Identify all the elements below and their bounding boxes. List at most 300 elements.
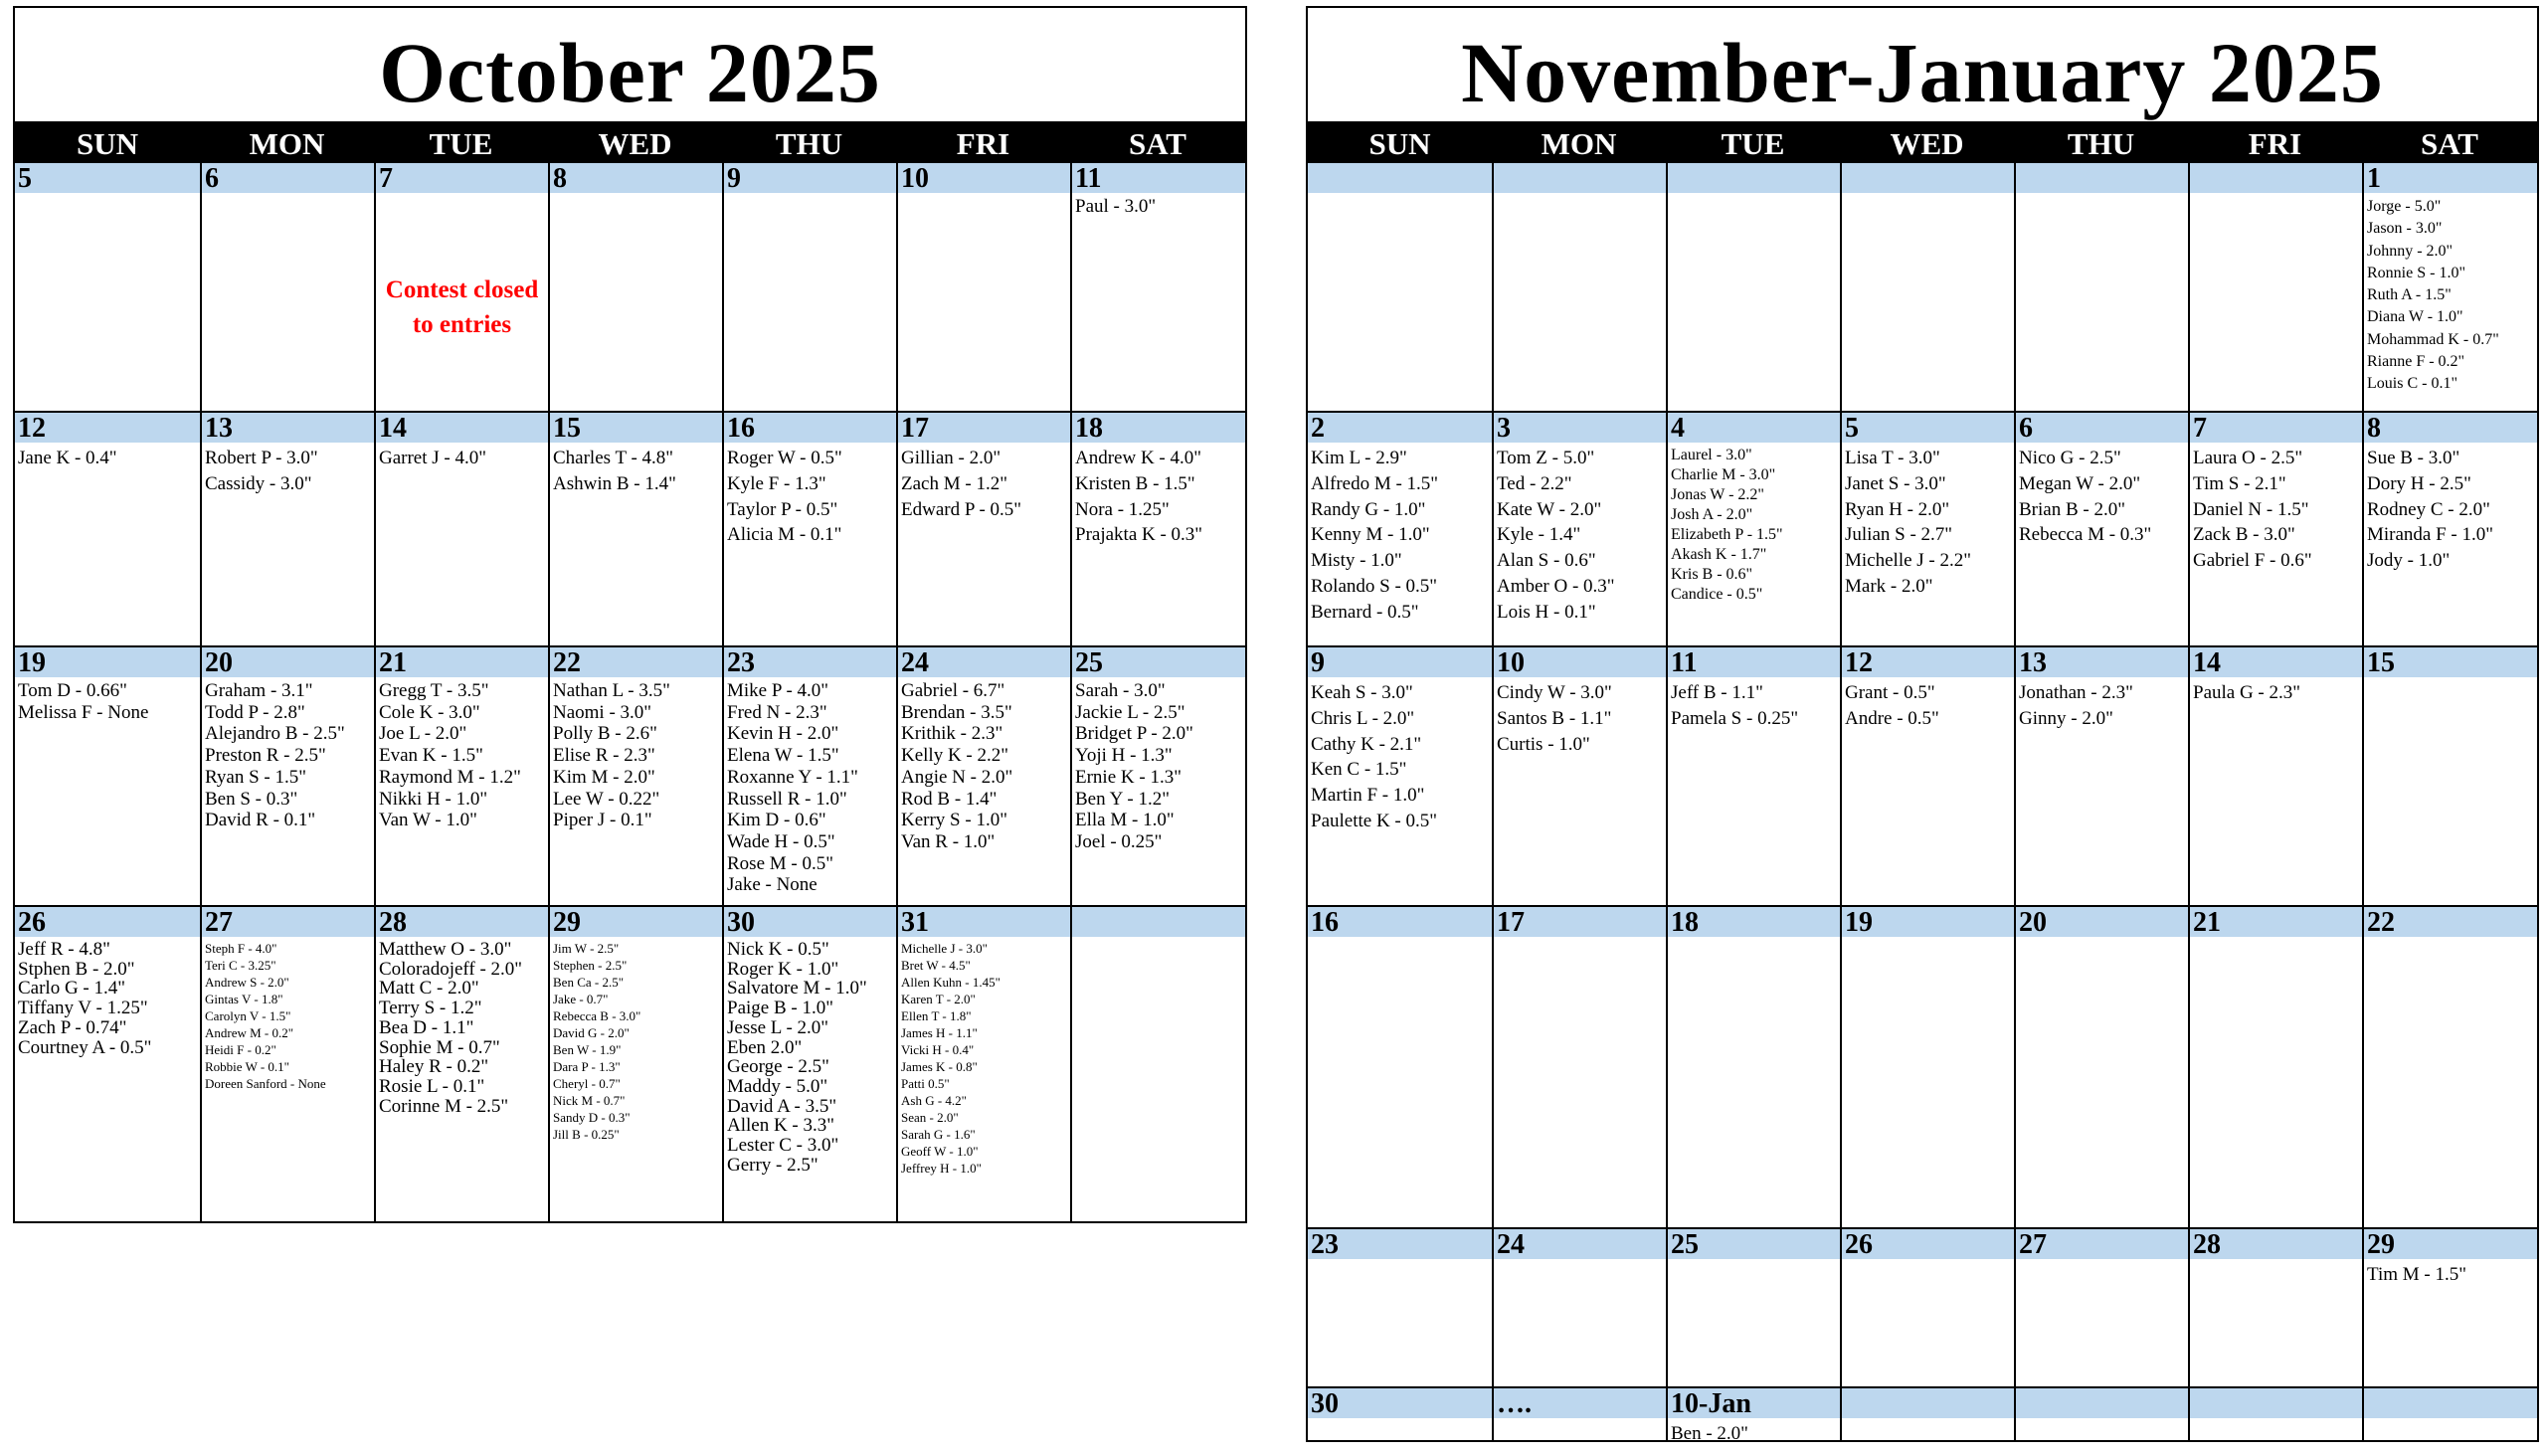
day-cell (896, 907, 1070, 1221)
day-number: 26 (1845, 1229, 1873, 1260)
snowfall-entry: Kenny M - 1.0" (1311, 524, 1430, 546)
snowfall-entry: Vicki H - 0.4" (901, 1042, 975, 1057)
day-number: 31 (901, 907, 929, 938)
weekday-label-wed: WED (598, 126, 672, 161)
snowfall-entry: Wade H - 0.5" (727, 830, 835, 852)
snowfall-entry: Salvatore M - 1.0" (727, 978, 867, 1000)
day-cell (1840, 1388, 2014, 1440)
snowfall-entry: Jason - 3.0" (2367, 220, 2443, 238)
day-header-band (1494, 163, 1666, 193)
snowfall-entry: Kelly K - 2.2" (901, 745, 1009, 767)
snowfall-entry: Kim L - 2.9" (1311, 448, 1407, 468)
day-cell (200, 163, 374, 411)
day-cell (2014, 163, 2188, 411)
day-cell (2362, 1388, 2537, 1440)
day-cell (1666, 163, 1840, 411)
snowfall-entry: Brian B - 2.0" (2019, 498, 2125, 520)
snowfall-entry: Ruth A - 1.5" (2367, 286, 2452, 304)
snowfall-entry: Bridget P - 2.0" (1075, 723, 1193, 745)
snowfall-entry: Nikki H - 1.0" (379, 788, 488, 810)
snowfall-entry: George - 2.5" (727, 1056, 829, 1078)
snowfall-entry: Nick M - 0.7" (553, 1093, 626, 1108)
day-header-band (2190, 413, 2362, 443)
entry-list (727, 446, 895, 548)
day-cell (200, 647, 374, 905)
snowfall-entry: Candice - 0.5" (1671, 586, 1763, 603)
day-cell (2188, 907, 2362, 1227)
snowfall-entry: Nico G - 2.5" (2019, 448, 2121, 468)
entry-list (1671, 680, 1839, 732)
snowfall-entry: Pamela S - 0.25" (1671, 707, 1799, 729)
snowfall-entry: Patti 0.5" (901, 1076, 950, 1091)
snowfall-entry: Karen T - 2.0" (901, 992, 976, 1006)
day-number: 19 (18, 647, 46, 678)
snowfall-entry: Kyle F - 1.3" (727, 472, 826, 494)
snowfall-entry: Andrew K - 4.0" (1075, 448, 1202, 468)
snowfall-entry: Jonathan - 2.3" (2019, 682, 2133, 703)
calendar-title: October 2025 (379, 25, 881, 120)
snowfall-entry: Kyle - 1.4" (1497, 524, 1581, 546)
snowfall-entry: Rodney C - 2.0" (2367, 498, 2490, 520)
snowfall-entry: Chris L - 2.0" (1311, 707, 1415, 729)
snowfall-entry: Joe L - 2.0" (379, 723, 467, 745)
snowfall-entry: Rebecca B - 3.0" (553, 1008, 641, 1023)
snowfall-entry: Mike P - 4.0" (727, 680, 829, 701)
snowfall-entry: Gabriel - 6.7" (901, 680, 1005, 701)
day-cell (1840, 413, 2014, 645)
snowfall-entry: Roxanne Y - 1.1" (727, 766, 858, 788)
day-number: 13 (205, 413, 233, 444)
snowfall-entry: Ben Ca - 2.5" (553, 975, 625, 990)
entry-list (1075, 196, 1244, 217)
day-header-band (202, 163, 374, 193)
day-number: 22 (553, 647, 581, 678)
day-number: 16 (727, 413, 755, 444)
day-cell (1492, 163, 1666, 411)
snowfall-entry: Jake - None (727, 874, 818, 896)
snowfall-entry: Julian S - 2.7" (1845, 524, 1953, 546)
day-header-band (1668, 413, 1840, 443)
day-cell (1070, 163, 1245, 411)
entry-list (1845, 680, 2013, 732)
snowfall-entry: Alejandro B - 2.5" (205, 723, 345, 745)
snowfall-entry: Bret W - 4.5" (901, 958, 971, 973)
day-number: 10 (901, 163, 929, 194)
snowfall-entry: Jackie L - 2.5" (1075, 701, 1185, 723)
snowfall-entry: Gillian - 2.0" (901, 448, 1001, 468)
day-number: 30 (1311, 1388, 1339, 1419)
snowfall-entry: Elena W - 1.5" (727, 745, 839, 767)
snowfall-entry: Sandy D - 0.3" (553, 1110, 631, 1125)
snowfall-entry: Ken C - 1.5" (1311, 759, 1407, 781)
snowfall-entry: Haley R - 0.2" (379, 1056, 489, 1078)
entry-list (2019, 446, 2187, 548)
snowfall-entry: Raymond M - 1.2" (379, 766, 521, 788)
snowfall-entry: Nora - 1.25" (1075, 498, 1170, 520)
day-number: 1 (2367, 163, 2381, 194)
day-number: 22 (2367, 907, 2395, 938)
day-cell (1308, 1229, 1492, 1386)
snowfall-entry: Yoji H - 1.3" (1075, 745, 1173, 767)
entry-list (901, 446, 1069, 522)
contest-closed-note (376, 273, 548, 342)
snowfall-entry: Gerry - 2.5" (727, 1154, 818, 1176)
snowfall-entry: Sean - 2.0" (901, 1110, 959, 1125)
day-number: 6 (205, 163, 219, 194)
entry-list (205, 940, 373, 1092)
snowfall-entry: Sarah G - 1.6" (901, 1127, 976, 1142)
day-header-band (1308, 163, 1492, 193)
november-january-calendar (1306, 6, 2539, 1442)
snowfall-entry: Tim S - 2.1" (2193, 472, 2286, 494)
snowfall-entry: Courtney A - 0.5" (18, 1036, 152, 1058)
entry-list (2193, 446, 2361, 574)
day-number: 21 (2193, 907, 2221, 938)
entry-list (901, 680, 1069, 853)
day-number: 18 (1671, 907, 1699, 938)
snowfall-entry: Maddy - 5.0" (727, 1075, 828, 1097)
snowfall-entry: Ernie K - 1.3" (1075, 766, 1182, 788)
day-header-band (2016, 1388, 2188, 1418)
week-row (1308, 411, 2537, 645)
snowfall-entry: Grant - 0.5" (1845, 682, 1935, 703)
snowfall-entry: Laura O - 2.5" (2193, 448, 2303, 468)
snowfall-entry: Misty - 1.0" (1311, 550, 1402, 572)
snowfall-entry: Zack B - 3.0" (2193, 524, 2295, 546)
snowfall-entry: Ellen T - 1.8" (901, 1008, 972, 1023)
snowfall-entry: Janet S - 3.0" (1845, 472, 1946, 494)
snowfall-entry: Keah S - 3.0" (1311, 682, 1413, 703)
snowfall-entry: Cathy K - 2.1" (1311, 733, 1422, 755)
day-header-band (1072, 907, 1245, 937)
day-number: 20 (2019, 907, 2047, 938)
day-cell (896, 413, 1070, 645)
entry-list (553, 940, 721, 1143)
snowfall-entry: Cheryl - 0.7" (553, 1076, 621, 1091)
day-number: 8 (2367, 413, 2381, 444)
snowfall-entry: Sophie M - 0.7" (379, 1036, 500, 1058)
snowfall-entry: Andrew M - 0.2" (205, 1025, 294, 1040)
day-cell (15, 647, 200, 905)
snowfall-entry: Alan S - 0.6" (1497, 550, 1596, 572)
day-cell (1666, 413, 1840, 645)
day-number: 11 (1671, 647, 1698, 678)
day-cell (15, 163, 200, 411)
day-number: 25 (1671, 1229, 1699, 1260)
day-cell (200, 413, 374, 645)
day-number: 26 (18, 907, 46, 938)
snowfall-entry: Allen K - 3.3" (727, 1115, 835, 1137)
snowfall-entry: Dory H - 2.5" (2367, 472, 2471, 494)
entry-list (727, 680, 895, 896)
snowfall-entry: Paulette K - 0.5" (1311, 810, 1438, 831)
snowfall-entry: Ben Y - 1.2" (1075, 788, 1170, 810)
snowfall-entry: Ginny - 2.0" (2019, 707, 2113, 729)
snowfall-entry: Ryan S - 1.5" (205, 766, 306, 788)
day-cell (1840, 1229, 2014, 1386)
weekday-label-wed: WED (1890, 126, 1964, 161)
day-number: 10-Jan (1671, 1388, 1751, 1419)
day-header-band (1308, 413, 1492, 443)
snowfall-entry: Ted - 2.2" (1497, 472, 1572, 494)
day-cell (548, 647, 722, 905)
snowfall-entry: Matt C - 2.0" (379, 978, 479, 1000)
day-number: 29 (553, 907, 581, 938)
day-number: 5 (18, 163, 32, 194)
snowfall-entry: Gregg T - 3.5" (379, 680, 489, 701)
contest-closed-line: Contest closed (385, 276, 539, 303)
snowfall-entry: Rebecca M - 0.3" (2019, 524, 2152, 546)
day-cell (15, 907, 200, 1221)
weekday-label-mon: MON (1541, 126, 1617, 161)
snowfall-entry: Edward P - 0.5" (901, 498, 1022, 520)
week-row (1308, 645, 2537, 905)
day-cell (2188, 1229, 2362, 1386)
day-cell (374, 907, 548, 1221)
snowfall-entry: Angie N - 2.0" (901, 766, 1013, 788)
snowfall-entry: Geoff W - 1.0" (901, 1144, 979, 1159)
day-header-band (1494, 413, 1666, 443)
snowfall-entry: Megan W - 2.0" (2019, 472, 2141, 494)
entry-list (1671, 446, 1839, 605)
entry-list (2193, 680, 2361, 706)
day-cell (374, 647, 548, 905)
day-cell (374, 413, 548, 645)
snowfall-entry: Ben - 2.0" (1671, 1423, 1748, 1444)
day-cell (1840, 907, 2014, 1227)
snowfall-entry: David G - 2.0" (553, 1025, 630, 1040)
snowfall-entry: Terry S - 1.2" (379, 998, 482, 1019)
day-header-band (2364, 1388, 2537, 1418)
snowfall-entry: Sue B - 3.0" (2367, 448, 2460, 468)
snowfall-entry: Amber O - 0.3" (1497, 575, 1615, 597)
week-row (15, 905, 1245, 1221)
week-row (15, 161, 1245, 411)
entry-list (1671, 1421, 1839, 1447)
weekday-label-thu: THU (2067, 126, 2135, 161)
day-number: 17 (901, 413, 929, 444)
day-cell (1070, 647, 1245, 905)
weekday-label-fri: FRI (2248, 126, 2302, 161)
snowfall-entry: Diana W - 1.0" (2367, 308, 2463, 326)
day-number: …. (1497, 1388, 1532, 1419)
snowfall-entry: Russell R - 1.0" (727, 788, 847, 810)
snowfall-entry: Jody - 1.0" (2367, 550, 2451, 572)
entry-list (379, 446, 547, 471)
day-number: 17 (1497, 907, 1525, 938)
day-number: 4 (1671, 413, 1685, 444)
snowfall-entry: Van W - 1.0" (379, 810, 477, 831)
day-number: 14 (379, 413, 407, 444)
day-cell (2362, 1229, 2537, 1386)
snowfall-entry: Preston R - 2.5" (205, 745, 326, 767)
snowfall-entry: Ronnie S - 1.0" (2367, 264, 2465, 281)
day-cell (2188, 163, 2362, 411)
day-cell (1308, 1388, 1492, 1440)
day-header-band (2364, 413, 2537, 443)
contest-closed-line: to entries (412, 311, 512, 338)
day-cell (722, 647, 896, 905)
snowfall-entry: Rose M - 0.5" (727, 852, 833, 874)
day-header-band (2016, 413, 2188, 443)
snowfall-entry: Santos B - 1.1" (1497, 707, 1612, 729)
weekday-header (15, 121, 1245, 161)
snowfall-entry: Kate W - 2.0" (1497, 498, 1602, 520)
snowfall-entry: Paula G - 2.3" (2193, 682, 2301, 703)
snowfall-entry: Michelle J - 3.0" (901, 941, 988, 956)
snowfall-entry: Kristen B - 1.5" (1075, 472, 1195, 494)
day-header-band (15, 163, 200, 193)
day-number: 27 (2019, 1229, 2047, 1260)
entry-list (1311, 446, 1491, 626)
snowfall-entry: Piper J - 0.1" (553, 810, 652, 831)
entry-list (901, 940, 1069, 1177)
day-cell (2188, 647, 2362, 905)
snowfall-entry: Elise R - 2.3" (553, 745, 655, 767)
snowfall-entry: Andre - 0.5" (1845, 707, 1939, 729)
entry-list (205, 446, 373, 497)
day-cell (2014, 1229, 2188, 1386)
snowfall-entry: Kerry S - 1.0" (901, 810, 1007, 831)
entry-list (205, 680, 373, 831)
day-number: 7 (379, 163, 393, 194)
snowfall-entry: Ella M - 1.0" (1075, 810, 1175, 831)
day-cell (2014, 413, 2188, 645)
snowfall-entry: Rod B - 1.4" (901, 788, 998, 810)
entry-list (727, 940, 895, 1175)
snowfall-entry: Teri C - 3.25" (205, 958, 276, 973)
snowfall-entry: James K - 0.8" (901, 1059, 978, 1074)
day-header-band (1668, 163, 1840, 193)
entry-list (2367, 1262, 2536, 1288)
snowfall-entry: Steph F - 4.0" (205, 941, 277, 956)
day-header-band (1842, 413, 2014, 443)
entry-list (553, 680, 721, 831)
snowfall-entry: Joel - 0.25" (1075, 830, 1163, 852)
day-cell (548, 907, 722, 1221)
snowfall-entry: Carolyn V - 1.5" (205, 1008, 291, 1023)
day-number: 9 (727, 163, 741, 194)
day-cell (722, 413, 896, 645)
snowfall-entry: Brendan - 3.5" (901, 701, 1012, 723)
day-number: 24 (901, 647, 929, 678)
weekday-header (1308, 121, 2537, 161)
weekday-label-sun: SUN (1368, 126, 1431, 161)
snowfall-entry: Tom Z - 5.0" (1497, 448, 1595, 468)
snowfall-entry: Ash G - 4.2" (901, 1093, 967, 1108)
entry-list (1311, 680, 1491, 834)
snowfall-entry: Corinne M - 2.5" (379, 1095, 509, 1117)
snowfall-entry: Charlie M - 3.0" (1671, 466, 1776, 483)
snowfall-entry: Jake - 0.7" (553, 992, 609, 1006)
entry-list (379, 940, 547, 1116)
day-cell (1492, 907, 1666, 1227)
snowfall-entry: Robert P - 3.0" (205, 448, 318, 468)
snowfall-entry: Tom D - 0.66" (18, 680, 127, 701)
day-cell (2362, 647, 2537, 905)
snowfall-entry: Mohammad K - 0.7" (2367, 330, 2499, 348)
snowfall-entry: Jesse L - 2.0" (727, 1016, 829, 1038)
entry-list (2367, 446, 2536, 574)
day-number: 28 (379, 907, 407, 938)
day-number: 23 (1311, 1229, 1339, 1260)
entry-list (1075, 446, 1244, 548)
october-calendar (13, 6, 1247, 1223)
day-number: 23 (727, 647, 755, 678)
snowfall-entry: Rosie L - 0.1" (379, 1075, 485, 1097)
snowfall-entry: Miranda F - 1.0" (2367, 524, 2494, 546)
day-header-band (2016, 163, 2188, 193)
day-number: 2 (1311, 413, 1325, 444)
snowfall-entry: Ben W - 1.9" (553, 1042, 622, 1057)
snowfall-entry: Johnny - 2.0" (2367, 242, 2454, 260)
day-number: 21 (379, 647, 407, 678)
snowfall-entry: Mark - 2.0" (1845, 575, 1933, 597)
snowfall-entry: Ashwin B - 1.4" (553, 472, 676, 494)
day-cell (374, 163, 548, 411)
day-cell (2188, 1388, 2362, 1440)
snowfall-entry: Fred N - 2.3" (727, 701, 827, 723)
weekday-label-tue: TUE (429, 126, 493, 161)
day-cell (15, 413, 200, 645)
day-number: 12 (1845, 647, 1873, 678)
day-cell (1492, 1388, 1666, 1440)
week-row (15, 411, 1245, 645)
day-cell (1492, 413, 1666, 645)
day-number: 13 (2019, 647, 2047, 678)
week-row (1308, 161, 2537, 411)
weekday-label-sat: SAT (1128, 126, 1186, 161)
day-number: 24 (1497, 1229, 1525, 1260)
calendar-title: November-January 2025 (1461, 25, 2384, 120)
day-cell (200, 907, 374, 1221)
day-header-band (2190, 1388, 2362, 1418)
snowfall-entry: Bernard - 0.5" (1311, 601, 1419, 623)
day-cell (548, 163, 722, 411)
day-cell (2014, 647, 2188, 905)
snowfall-entry: Matthew O - 3.0" (379, 940, 512, 960)
snowfall-entry: Akash K - 1.7" (1671, 546, 1767, 563)
snowfall-entry: Lois H - 0.1" (1497, 601, 1596, 623)
weekday-label-mon: MON (249, 126, 325, 161)
week-row (1308, 1386, 2537, 1444)
snowfall-entry: Doreen Sanford - None (205, 1076, 326, 1091)
day-number: 9 (1311, 647, 1325, 678)
snowfall-entry: James H - 1.1" (901, 1025, 978, 1040)
day-number: 28 (2193, 1229, 2221, 1260)
day-cell (1666, 907, 1840, 1227)
snowfall-entry: Garret J - 4.0" (379, 448, 486, 468)
snowfall-entry: Curtis - 1.0" (1497, 733, 1590, 755)
snowfall-entry: Kevin H - 2.0" (727, 723, 839, 745)
snowfall-entry: Tiffany V - 1.25" (18, 998, 148, 1019)
snowfall-entry: Roger W - 0.5" (727, 448, 842, 468)
day-cell (1666, 1229, 1840, 1386)
day-number: 16 (1311, 907, 1339, 938)
snowfall-entry: Nathan L - 3.5" (553, 680, 670, 701)
snowfall-entry: Nick K - 0.5" (727, 940, 829, 960)
snowfall-entry: David R - 0.1" (205, 810, 316, 831)
day-cell (1666, 647, 1840, 905)
snowfall-entry: Heidi F - 0.2" (205, 1042, 276, 1057)
day-header-band (2364, 163, 2537, 193)
snowfall-entry: Michelle J - 2.2" (1845, 550, 1972, 572)
snowfall-entry: Naomi - 3.0" (553, 701, 652, 723)
snowfall-entry: Jeff R - 4.8" (18, 940, 110, 960)
snowfall-entry: Stephen - 2.5" (553, 958, 628, 973)
snowfall-entry: Eben 2.0" (727, 1036, 803, 1058)
snowfall-entry: Krithik - 2.3" (901, 723, 1003, 745)
